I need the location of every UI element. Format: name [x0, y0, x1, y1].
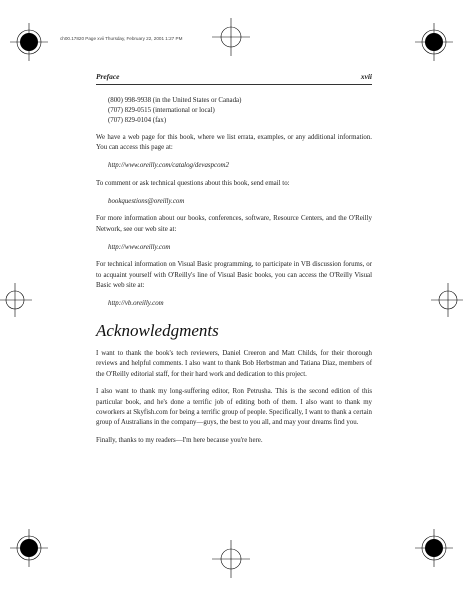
header-page-number: xvii: [360, 72, 372, 81]
web-page-paragraph: We have a web page for this book, where we list errata, examples, or any additional information. You can access this page at:: [96, 134, 372, 152]
phone-line: (707) 829-0515 (international or local): [108, 107, 215, 114]
acknowledgments-paragraph: I want to thank the book's tech reviewers, Daniel Creeron and Matt Childs, for their thorough reviews and helpful comments. I also want to thank Bob Herbstman and Tatiana Diaz, members of the O'Reilly editorial staff, for their hard work and dedication to this project.: [96, 350, 372, 378]
registration-mark-top-left-icon: [10, 23, 48, 61]
registration-mark-bottom-center-icon: [212, 540, 250, 578]
acknowledgments-heading: Acknowledgments: [96, 321, 219, 341]
registration-mark-mid-right-icon: [431, 283, 463, 317]
vb-url: http://vb.oreilly.com: [108, 299, 164, 307]
comment-email: bookquestions@oreilly.com: [108, 197, 185, 205]
acknowledgments-paragraph: I also want to thank my long-suffering editor, Ron Petrusha. This is the second edition of this particular book, and he's done a terrific job of editing both of them. I also want to thank my coworkers at Skyfish.com for being a terrific group of people. Specifically, I want to thank a certain group of Australians in the company—guys, the best to you all, and may your dreams find you.: [96, 388, 372, 427]
registration-mark-top-right-icon: [415, 23, 453, 61]
header-rule: [96, 84, 372, 85]
more-info-url: http://www.oreilly.com: [108, 243, 171, 251]
vb-info-paragraph: For technical information on Visual Basic programming, to participate in VB discussion forums, or to acquaint yourself with O'Reilly's line of Visual Basic books, you can access the O'Reilly Visual Basic web site at:: [96, 261, 372, 289]
web-page-url: http://www.oreilly.com/catalog/devaspcom2: [108, 162, 229, 170]
phone-list: [108, 96, 372, 126]
phone-line: (707) 829-0104 (fax): [108, 117, 167, 124]
registration-mark-top-center-icon: [212, 18, 250, 56]
acknowledgments-paragraph: Finally, thanks to my readers—I'm here because you're here.: [96, 437, 263, 445]
registration-mark-bottom-right-icon: [415, 529, 453, 567]
comment-paragraph: To comment or ask technical questions about this book, send email to:: [96, 179, 290, 187]
registration-mark-mid-left-icon: [0, 283, 32, 317]
header-section-name: Preface: [96, 72, 120, 81]
phone-line: (800) 998-9938 (in the United States or Canada): [108, 97, 242, 104]
print-slug: ch00.17820 Page xvii Thursday, February 22, 2001 1:27 PM: [60, 36, 183, 41]
registration-mark-bottom-left-icon: [10, 529, 48, 567]
page-body: [96, 96, 372, 454]
more-info-paragraph: For more information about our books, conferences, software, Resource Centers, and the O'Reilly Network, see our web site at:: [96, 215, 372, 233]
running-header: [96, 72, 372, 84]
